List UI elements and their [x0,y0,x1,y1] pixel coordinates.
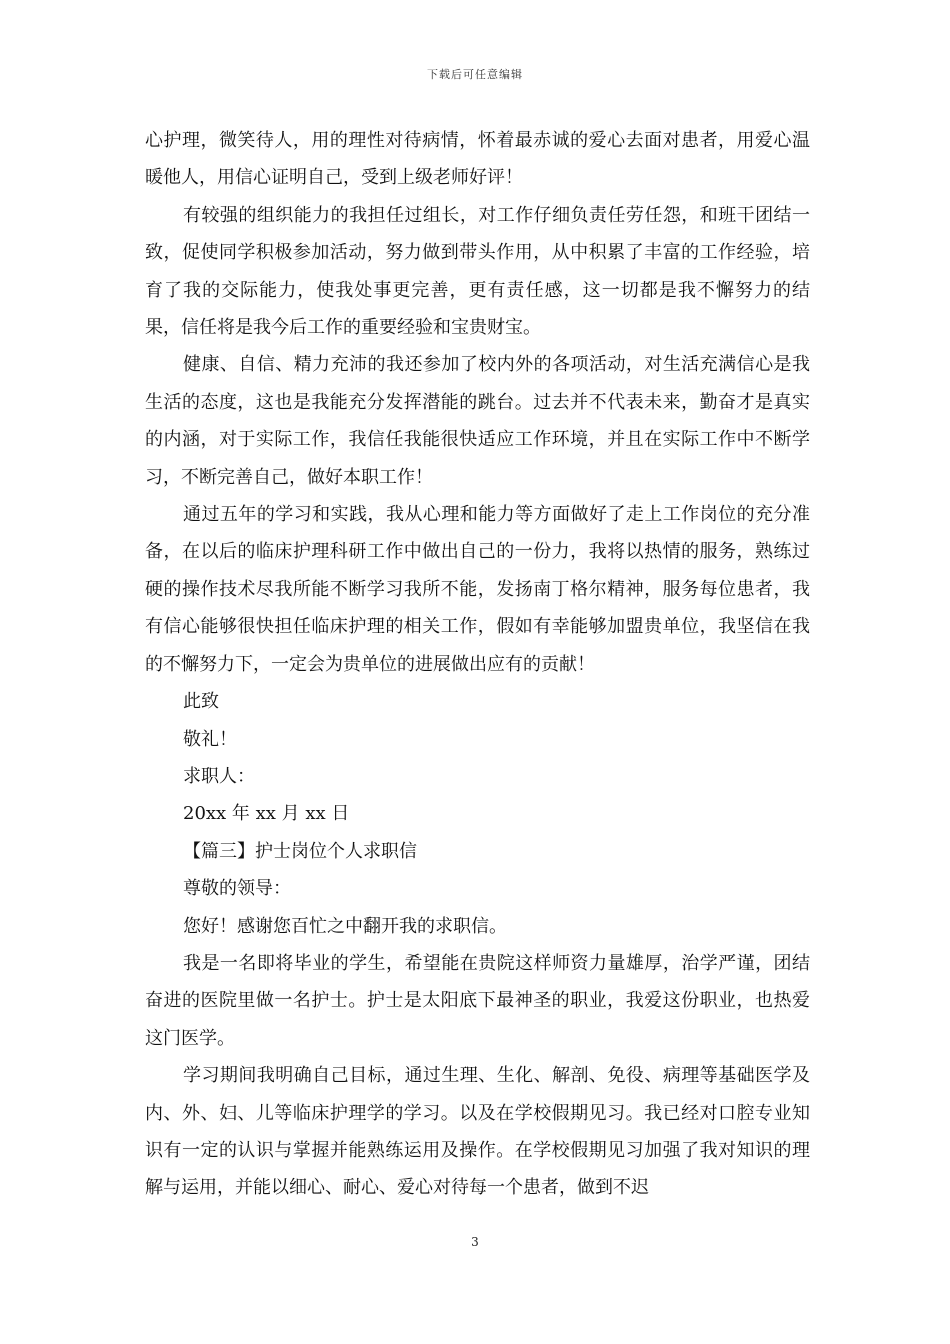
paragraph-preparation: 通过五年的学习和实践，我从心理和能力等方面做好了走上工作岗位的充分准备，在以后的临床护理科研工作中做出自己的一份力，我将以热情的服务，熟练过硬的操作技术尽我所能不断学习我所不能，发扬南丁格尔精神，服务每位患者，我有信心能够很快担任临床护理的相关工作，假如有幸能够加盟贵单位，我坚信在我的不懈努力下，一定会为贵单位的进展做出应有的贡献！ [145,504,810,675]
page-header-note: 下载后可任意编辑 [427,68,523,81]
greeting: 您好！感谢您百忙之中翻开我的求职信。 [183,915,507,937]
paragraph-continuation: 心护理，微笑待人，用的理性对待病情，怀着最赤诚的爱心去面对患者，用爱心温暖他人，用信心证明自己，受到上级老师好评！ [145,130,810,189]
page-number: 3 [471,1235,479,1249]
paragraph-organization-ability: 有较强的组织能力的我担任过组长，对工作仔细负责任劳任怨，和班干团结一致，促使同学积极参加活动，努力做到带头作用，从中积累了丰富的工作经验，培育了我的交际能力，使我处事更完善，更有责任感，这一切都是我不懈努力的结果，信任将是我今后工作的重要经验和宝贵财宝。 [145,204,810,339]
paragraph-activities: 健康、自信、精力充沛的我还参加了校内外的各项活动，对生活充满信心是我生活的态度，这也是我能充分发挥潜能的跳台。过去并不代表未来，勤奋才是真实的内涵，对于实际工作，我信任我能很快适应工作环境，并且在实际工作中不断学习，不断完善自己，做好本职工作！ [145,354,810,488]
paragraph-study: 学习期间我明确自己目标，通过生理、生化、解剖、免役、病理等基础医学及内、外、妇、儿等临床护理学的学习。以及在学校假期见习。我已经对口腔专业知识有一定的认识与掌握并能熟练运用及操作。在学校假期见习加强了我对知识的理解与运用，并能以细心、耐心、爱心对待每一个患者，做到不迟 [145,1065,810,1199]
closing-line-2: 敬礼！ [183,728,237,750]
signer-line: 求职人： [183,765,255,787]
date-line: 20xx 年 xx 月 xx 日 [183,803,350,825]
document-body [145,122,810,1207]
section-title: 【篇三】护士岗位个人求职信 [183,840,417,862]
salutation: 尊敬的领导： [183,878,291,900]
paragraph-introduction: 我是一名即将毕业的学生，希望能在贵院这样师资力量雄厚，治学严谨，团结奋进的医院里做一名护士。护士是太阳底下最神圣的职业，我爱这份职业，也热爱这门医学。 [145,952,810,1049]
closing-line-1: 此致 [183,691,219,713]
